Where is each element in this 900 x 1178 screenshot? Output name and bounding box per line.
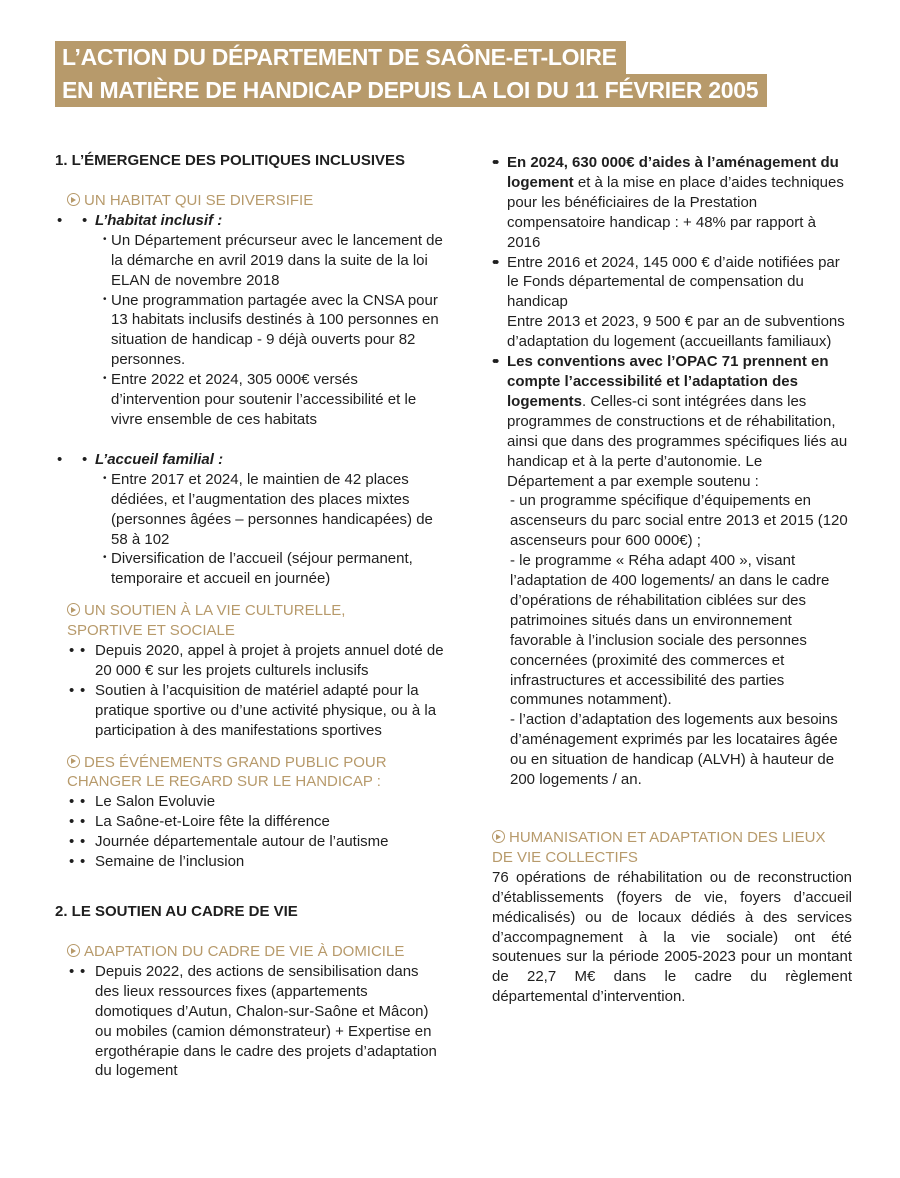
list-item: • • L’habitat inclusif : (55, 211, 445, 231)
list-item: - le programme « Réha adapt 400 », visant l’adaptation de 400 logements/ an dans le cadre d’opérations de réhabilitation ciblées sur des patrimoines situés dans un environnement favorable à l’inclusion sociale des personnes concernées (proximité des commerces et infrastructures et accessibilité des parties communes notamment). (510, 552, 830, 709)
list-item: • • Les conventions avec l’OPAC 71 prennent en compte l’accessibilité et l’adaptation des logements. Celles-ci sont intégrées dans les programmes de constructions et de réhabilitation, ainsi que dans des programmes spécifiques liés au handicap et à la perte d’autonomie. Le Département a par exemple soutenu : (492, 352, 852, 491)
list-item: • • Depuis 2020, appel à projet à projets annuel doté de 20 000 € sur les projets culturels inclusifs (67, 641, 445, 681)
culture-heading-line-2: SPORTIVE ET SOCIALE (67, 622, 235, 640)
list-item: • • L’accueil familial : (55, 450, 445, 470)
right-item-1-bold: En 2024, 630 000€ d’aides à l’aménagement du logement (507, 154, 839, 191)
list-item: • Diversification de l’accueil (séjour permanent, temporaire et accueil en journée) (103, 549, 445, 589)
list-item: • Entre 2017 et 2024, le maintien de 42 places dédiées, et l’augmentation des places mixtes (personnes âgées – personnes handicapées) de 58 à 102 (103, 470, 445, 550)
right-item-3-text: . Celles-ci sont intégrées dans les programmes de constructions et de réhabilitation, ainsi que dans des programmes spécifiques liés au handicap et à la perte d’autonomie. Le Département a par exemple soutenu : (507, 392, 848, 490)
list-item: • • En 2024, 630 000€ d’aides à l’aménagement du logement et à la mise en place d’aides techniques pour les bénéficiaires de la Prestation compensatoire handicap : + 48% par rapport à 2016 (492, 153, 852, 253)
arrow-circle-icon (67, 193, 80, 206)
list-item: - l’action d’adaptation des logements aux besoins d’aménagement exprimés par les locataires âgée ou en situation de handicap (ALVH) à hauteur de 200 logements / an. (510, 711, 838, 789)
list-item: • • Entre 2016 et 2024, 145 000 € d’aide notifiées par le Fonds départemental de compensation du handicap (492, 253, 852, 313)
arrow-circle-icon (67, 603, 80, 616)
list-item: - un programme spécifique d’équipements en ascenseurs du parc social entre 2013 et 2015 (120 ascenseurs pour 600 000€) ; (510, 492, 848, 550)
habitat-heading-text: UN HABITAT QUI SE DIVERSIFIE (84, 192, 314, 209)
domicile-list (55, 962, 445, 1081)
right-item-1-text: et à la mise en place d’aides techniques pour les bénéficiaires de la Prestation compensatoire handicap : + 48% par rapport à 2016 (507, 173, 844, 251)
collectifs-heading-line-1: HUMANISATION ET ADAPTATION DES LIEUX (509, 829, 826, 846)
right-item-3-bold: Les conventions avec l’OPAC 71 prennent en compte l’accessibilité et l’adaptation des logements (507, 353, 829, 410)
section-1-heading: 1. L’ÉMERGENCE DES POLITIQUES INCLUSIVES (55, 152, 406, 169)
collectifs-heading-line-2: DE VIE COLLECTIFS (492, 848, 638, 866)
list-item: • • Depuis 2022, des actions de sensibilisation dans des lieux ressources fixes (appartements domotiques d’Autun, Chalon-sur-Saône et Mâcon) ou mobiles (camion démonstrateur) + Expertise en ergothérapie dans le cadre des projets d’adaptation du logement (67, 962, 445, 1081)
list-item: • Un Département précurseur avec le lancement de la démarche en avril 2019 dans la suite de la loi ELAN de novembre 2018 (103, 231, 445, 291)
culture-heading (55, 601, 445, 641)
habitat-familial-list (55, 470, 445, 589)
habitat-heading (55, 191, 445, 211)
culture-heading-line-1: UN SOUTIEN À LA VIE CULTURELLE, (84, 602, 346, 620)
right-item-2-extra: Entre 2013 et 2023, 9 500 € par an de subventions d’adaptation du logement (accueillants familiaux) (507, 313, 845, 351)
list-item: • Une programmation partagée avec la CNSA pour 13 habitats inclusifs destinés à 100 personnes en situation de handicap - 9 déjà ouverts pour 82 personnes. (103, 291, 445, 371)
list-item: • Entre 2022 et 2024, 305 000€ versés d’intervention pour soutenir l’accessibilité et le vivre ensemble de ces habitats (103, 370, 445, 430)
arrow-circle-icon (67, 755, 80, 768)
culture-list (55, 641, 445, 741)
arrow-circle-icon (67, 944, 80, 957)
page-title-line-2: EN MATIÈRE DE HANDICAP DEPUIS LA LOI DU 11 FÉVRIER 2005 (55, 74, 767, 107)
arrow-circle-icon (492, 830, 505, 843)
events-heading (55, 753, 445, 793)
list-item: • • Semaine de l’inclusion (67, 852, 445, 872)
left-column (55, 151, 445, 1081)
list-item: • • La Saône-et-Loire fête la différence (67, 812, 445, 832)
section-2-heading: 2. LE SOUTIEN AU CADRE DE VIE (55, 903, 298, 920)
domicile-heading-text: ADAPTATION DU CADRE DE VIE À DOMICILE (84, 943, 405, 960)
list-item: • • Soutien à l’acquisition de matériel adapté pour la pratique sportive ou d’une activité physique, ou à la participation à des manifestations sportives (67, 681, 445, 741)
collectifs-text: 76 opérations de réhabilitation ou de reconstruction d’établissements (foyers de vie, foyers d’accueil médicalisés) ou de locaux dédiés à des services d’accompagnement à la vie sociale) ont été soutenues sur la période 2005-2023 pour un montant de 22,7 M€ dans le cadre du règlement départemental d’intervention. (492, 868, 852, 1006)
habitat-inclusif-label: L’habitat inclusif : (95, 211, 223, 229)
events-heading-line-1: DES ÉVÉNEMENTS GRAND PUBLIC POUR (84, 753, 387, 771)
page-title-line-1: L’ACTION DU DÉPARTEMENT DE SAÔNE-ET-LOIRE (55, 41, 626, 74)
list-item: • • Journée départementale autour de l’autisme (67, 832, 445, 852)
habitat-familial-label: L’accueil familial : (95, 450, 224, 468)
habitat-inclusif-list (55, 231, 445, 430)
right-item-2-text: Entre 2016 et 2024, 145 000 € d’aide notifiées par le Fonds départemental de compensation du handicap (507, 253, 840, 311)
collectifs-heading (492, 828, 852, 868)
list-item: • • Le Salon Evoluvie (67, 792, 445, 812)
events-list (55, 792, 445, 872)
events-heading-line-2: CHANGER LE REGARD SUR LE HANDICAP : (67, 773, 381, 791)
dash-list (492, 491, 852, 790)
right-column (492, 153, 852, 1007)
domicile-heading (55, 942, 445, 962)
